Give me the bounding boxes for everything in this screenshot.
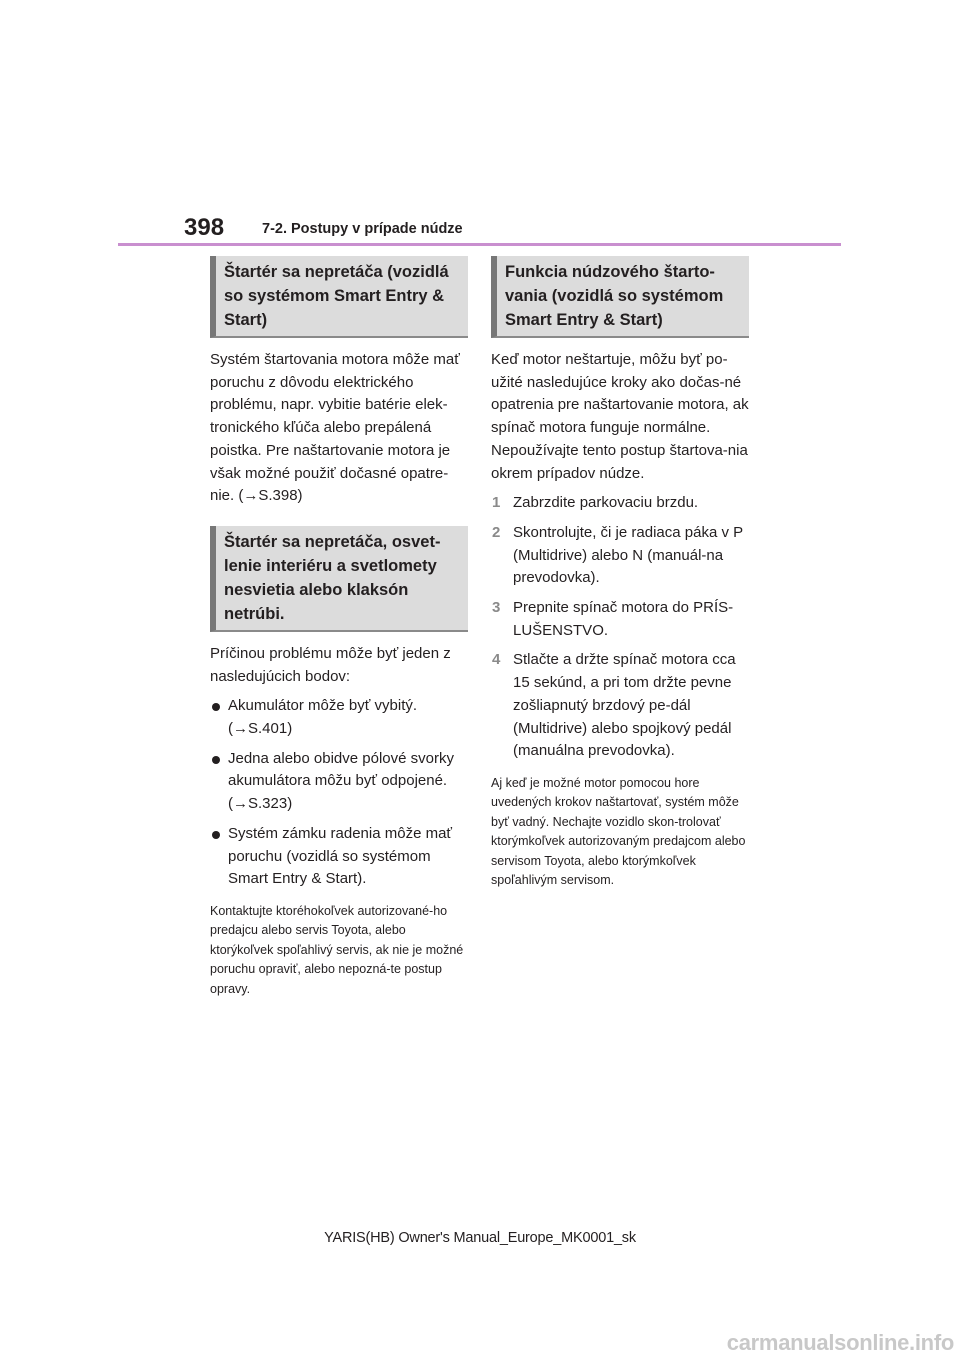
bullet-icon (212, 831, 220, 839)
paragraph-emergency-intro: Keď motor neštartuje, môžu byť po-užité nasledujúce kroky ako dočas-né opatrenia pre naštartovanie motora, ak spínač motora funguje normálne. (491, 351, 749, 437)
header-rule (118, 243, 841, 246)
step-number: 3 (492, 599, 501, 617)
heading-box-starter-not-cranking: Štartér sa nepretáča (vozidlá so systémom Smart Entry & Start) (210, 256, 468, 338)
step-item (491, 522, 749, 590)
section-title: 7-2. Postupy v prípade núdze (262, 221, 463, 237)
list-item-text: Jedna alebo obidve pólové svorky akumulátora môžu byť odpojené. (→S.323) (228, 749, 454, 813)
heading-box-no-lights-no-horn: Štartér sa nepretáča, osvet-lenie interiéru a svetlomety nesvietia alebo klaksón netrúbi. (210, 526, 468, 632)
paragraph-starter-cause: Systém štartovania motora môže mať poruchu z dôvodu elektrického problému, napr. vybitie batérie elek-tronického kľúča alebo prepálená poistka. Pre naštartovanie motora je však možné použiť dočasné opatre-nie. (→S.398) (210, 351, 460, 505)
footer-manual-id: YARIS(HB) Owner's Manual_Europe_MK0001_sk (324, 1230, 636, 1246)
step-item (491, 597, 749, 642)
note-system-may-be-faulty: Aj keď je možné motor pomocou hore uvedených krokov naštartovať, systém môže byť vadný. Nechajte vozidlo skon-trolovať ktorýmkoľvek autorizovaným predajcom alebo servisom Toyota, alebo ktorýmkoľvek spoľahlivým servisom. (491, 775, 746, 888)
paragraph-emergency-warning: Nepoužívajte tento postup štartova-nia okrem prípadov núdze. (491, 441, 748, 482)
step-number: 1 (492, 494, 501, 512)
list-item-text: Akumulátor môže byť vybitý. (→S.401) (228, 697, 418, 738)
paragraph-possible-causes: Príčinou problému môže byť jeden z nasledujúcich bodov: (210, 644, 451, 685)
step-text: Zabrzdite parkovaciu brzdu. (513, 494, 699, 512)
step-text: Skontrolujte, či je radiaca páka v P (Multidrive) alebo N (manuál-na prevodovka). (513, 523, 743, 587)
list-item (210, 695, 468, 740)
watermark: carmanualsonline.info (726, 1330, 954, 1355)
step-text: Stlačte a držte spínač motora cca 15 sekúnd, a pri tom držte pevne zošliapnutý brzdový pe-dál (Multidrive) alebo spojkový pedál (manuálna prevodovka). (513, 651, 736, 760)
step-number: 4 (492, 651, 501, 669)
bullet-icon (212, 703, 220, 711)
heading-box-emergency-start: Funkcia núdzového štarto-vania (vozidlá so systémom Smart Entry & Start) (491, 256, 749, 338)
right-column (491, 256, 749, 891)
step-item (491, 492, 749, 515)
list-item (210, 823, 468, 891)
bullet-icon (212, 756, 220, 764)
page-number: 398 (184, 214, 225, 241)
step-number: 2 (492, 523, 501, 541)
step-item (491, 649, 749, 763)
list-item (210, 748, 468, 816)
note-contact-dealer: Kontaktujte ktoréhokoľvek autorizované-ho predajcu alebo servis Toyota, alebo ktorýkoľvek spoľahlivý servis, ak nie je možné poruchu opraviť, alebo nepozná-te postup opravy. (210, 903, 464, 996)
list-item-text: Systém zámku radenia môže mať poruchu (vozidlá so systémom Smart Entry & Start). (228, 824, 453, 888)
left-column (210, 256, 468, 999)
step-text: Prepnite spínač motora do PRÍS-LUŠENSTVO. (513, 599, 734, 639)
